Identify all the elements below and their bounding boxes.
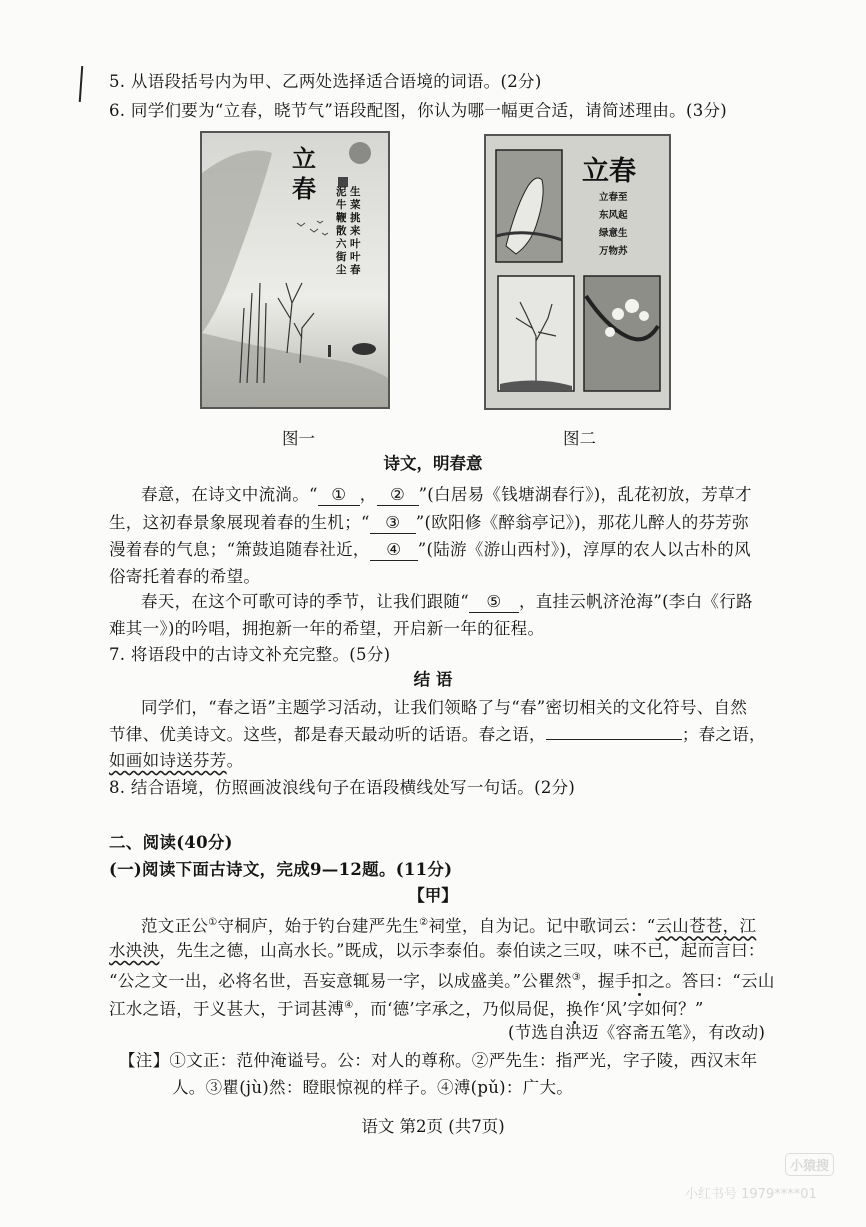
reading-source: (节选自洪迈《容斋五笔》，有改动)	[508, 1023, 766, 1042]
figure-2-caption: 图二	[563, 429, 596, 448]
poetry-line-3: 漫着春的气息；“箫鼓追随春社近， ④ ”(陆游《游山西村》)，淳厚的农人以古朴的风	[109, 540, 751, 559]
reading-section-title: 二、阅读(40分)	[109, 833, 233, 852]
svg-text:来: 来	[350, 225, 361, 237]
svg-text:叶: 叶	[350, 251, 361, 263]
svg-text:万物苏: 万物苏	[599, 246, 628, 257]
poetry-line-2: 生，这初春景象展现着春的生机；“ ③ ”(欧阳修《醉翁亭记》)，那花儿醉人的芬芳弥	[109, 513, 749, 532]
conclusion-line-1: 同学们，“春之语”主题学习活动，让我们领略了与“春”密切相关的文化符号、自然	[141, 698, 748, 717]
svg-text:生: 生	[350, 186, 361, 198]
figure-1-caption: 图一	[282, 429, 315, 448]
figure-1-title-chun: 春	[292, 174, 316, 203]
section-poetry-heading: 诗文，明春意	[383, 454, 483, 473]
svg-text:东风起: 东风起	[599, 210, 628, 221]
margin-pen-mark	[79, 66, 84, 102]
question-5: 5. 从语段括号内为甲、乙两处选择适合语境的词语。(2分)	[109, 72, 542, 91]
poetry-line-5: 春天，在这个可歌可诗的季节，让我们跟随“ ⑤ ，直挂云帆济沧海”(李白《行路	[141, 592, 753, 611]
page-footer: 语文 第2页 (共7页)	[361, 1117, 505, 1136]
conclusion-line-3: 如画如诗送芬芳。	[109, 751, 244, 770]
poetry-line-4: 俗寄托着春的希望。	[109, 567, 261, 586]
svg-text:散: 散	[336, 225, 347, 237]
blank-4[interactable]: ④	[370, 540, 418, 561]
svg-text:街: 街	[336, 251, 347, 263]
reading-note-1: 【注】①文正：范仲淹谥号。公：对人的尊称。②严先生：指严光，字子陵，西汉末年	[119, 1051, 758, 1070]
svg-text:泥: 泥	[336, 186, 347, 198]
reading-text-line-4: 江水之语，于义甚大，于词甚溥④，而‘德’字承之，乃似局促，换作‘风’字如何？”	[109, 999, 704, 1019]
svg-text:六: 六	[336, 238, 347, 250]
figure-2-image	[484, 134, 671, 410]
svg-text:立春至: 立春至	[599, 192, 628, 203]
figure-2-title-graphic: 立春	[582, 156, 636, 187]
watermark-logo: 小猿搜	[785, 1153, 834, 1176]
reading-text-line-2: 水泱泱，先生之德，山高水长。”既成，以示李泰伯。泰伯读之三叹，味不已，起而言曰：	[109, 941, 765, 960]
svg-text:绿意生: 绿意生	[599, 228, 628, 239]
figure-1-illustration	[202, 133, 388, 407]
reading-sub-title: (一)阅读下面古诗文，完成9—12题。(11分)	[109, 860, 453, 879]
question-8: 8. 结合语境，仿照画波浪线句子在语段横线处写一句话。(2分)	[109, 778, 576, 797]
reading-label-jia: 【甲】	[408, 886, 458, 905]
svg-text:鞭: 鞭	[336, 212, 347, 224]
question-6: 6. 同学们要为“立春，晓节气”语段配图，你认为哪一幅更合适，请简述理由。(3分)	[109, 101, 728, 120]
svg-text:春: 春	[350, 264, 361, 276]
wavy-underlined-sentence: 如画如诗送芬芳	[109, 751, 227, 770]
watermark-text: 小红书号 1979****01	[685, 1187, 817, 1202]
blank-3[interactable]: ③	[370, 513, 416, 534]
conclusion-line-2: 节律、优美诗文。这些，都是春天最动听的话语。春之语， ；春之语，	[109, 725, 766, 744]
svg-text:尘: 尘	[336, 264, 347, 276]
reading-note-2: 人。③瞿(jù)然：瞪眼惊视的样子。④溥(pǔ)：广大。	[172, 1078, 574, 1097]
reading-text-line-1: 范文正公①守桐庐，始于钓台建严先生②祠堂，自为记。记中歌词云：“云山苍苍，江	[141, 916, 757, 936]
svg-text:菜: 菜	[350, 199, 361, 211]
figure-2-illustration	[486, 136, 669, 408]
blank-2[interactable]: ②	[377, 485, 419, 506]
blank-5[interactable]: ⑤	[469, 592, 519, 613]
blank-1[interactable]: ①	[318, 485, 360, 506]
poetry-line-1: 春意，在诗文中流淌。“ ① ， ② ”(白居易《钱塘湖春行》)，乱花初放，芳草才	[141, 485, 752, 504]
figure-1-title-li: 立	[292, 144, 316, 173]
answer-blank-line[interactable]	[546, 739, 682, 740]
svg-text:牛: 牛	[336, 199, 347, 211]
reading-text-line-3: “公之文一出，必将名世，吾妄意辄易一字，以成盛美。”公瞿然③，握手扣之。答曰：“云山	[109, 971, 775, 991]
svg-text:叶: 叶	[350, 238, 361, 250]
poetry-line-6: 难其一》)的吟唱，拥抱新一年的希望，开启新一年的征程。	[109, 619, 545, 638]
question-7: 7. 将语段中的古诗文补充完整。(5分)	[109, 645, 391, 664]
section-conclusion-heading: 结 语	[413, 670, 453, 689]
svg-text:挑: 挑	[350, 212, 361, 224]
figure-1-image	[200, 131, 390, 409]
